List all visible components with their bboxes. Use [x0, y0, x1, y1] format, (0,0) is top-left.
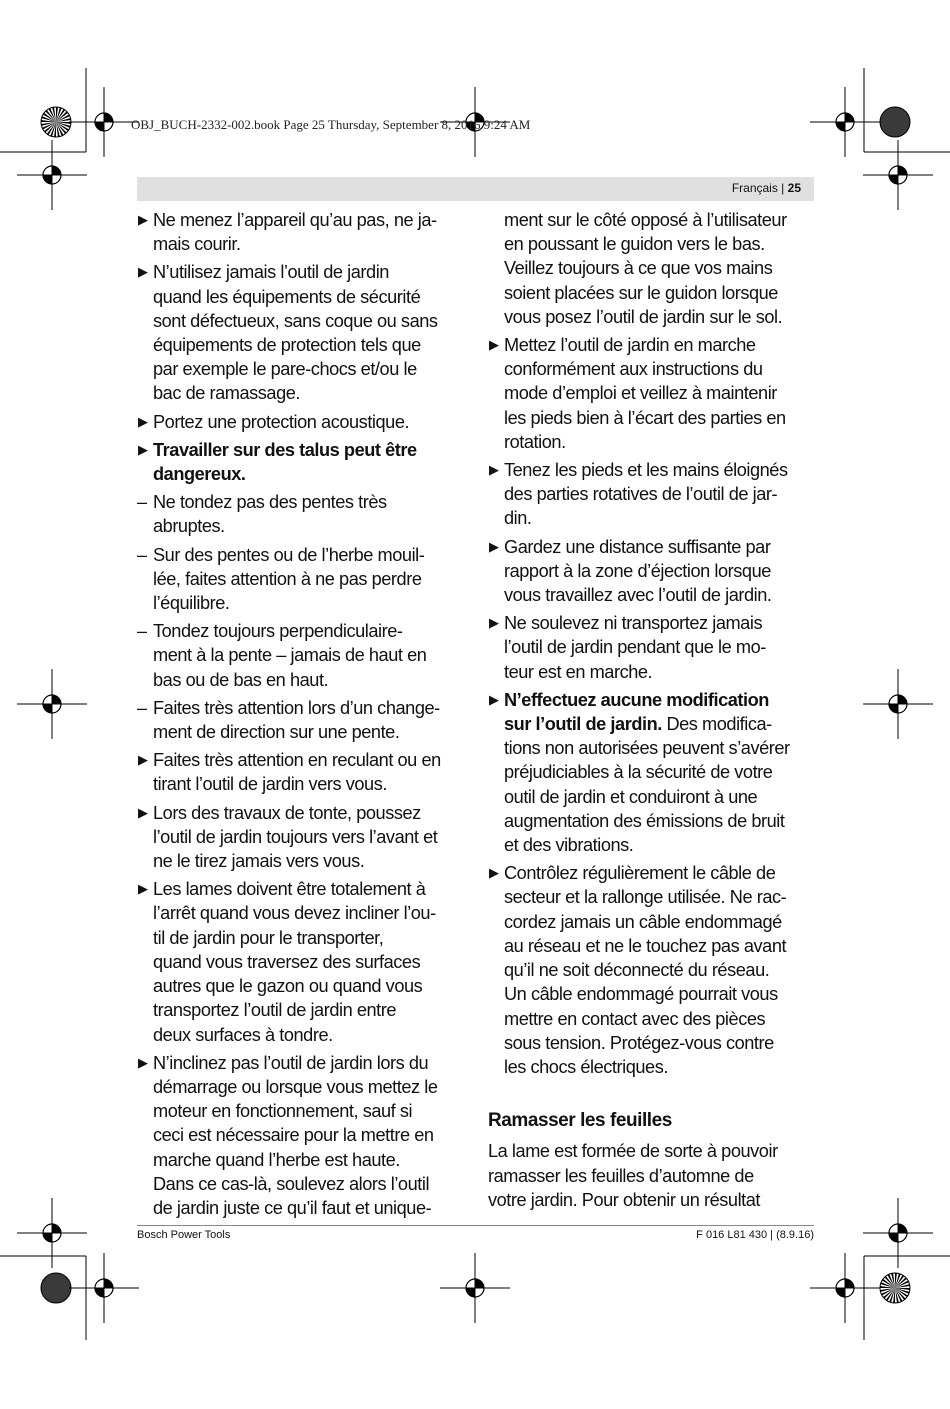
right-column-list	[488, 333, 814, 1079]
list-item	[488, 535, 814, 608]
bold-text: N’effectuez aucune modification sur l’outil de jardin.	[504, 689, 769, 735]
section-body: La lame est formée de sorte à pouvoir ramasser les feuilles d’automne de votre jardin. Pour obtenir un résultat	[488, 1141, 778, 1210]
list-item	[137, 619, 467, 692]
item-text: N’utilisez jamais l’outil de jardin quand les équipements de sécurité sont défectueux, sans coque ou sans équipements de protection tels que par exemple le pare-chocs et/ou le bac de ramassage.	[153, 262, 438, 404]
file-slug: OBJ_BUCH-2332-002.book Page 25 Thursday, September 8, 2016 9:24 AM	[131, 117, 531, 132]
left-column	[137, 208, 467, 1224]
dash-bullet: –	[137, 544, 147, 565]
list-item	[488, 458, 814, 531]
list-item	[137, 410, 467, 434]
starburst-mark-bottom-right	[880, 1273, 910, 1303]
list-item	[137, 260, 467, 405]
continued-paragraph: ment sur le côté opposé à l’utilisateur en poussant le guidon vers le bas. Veillez toujours à ce que vos mains soient placées sur le guidon lorsque vous posez l’outil de jardin sur le sol.	[504, 210, 787, 327]
triangle-bullet-icon: ▶	[489, 865, 499, 881]
triangle-bullet-icon: ▶	[489, 691, 499, 707]
list-item	[137, 1051, 467, 1220]
item-text: Sur des pentes ou de l’herbe mouil- lée, faites attention à ne pas perdre l’équilibre.	[153, 544, 425, 614]
item-text: Ne soulevez ni transportez jamais l’outil de jardin pendant que le mo- teur est en marche.	[504, 613, 766, 682]
crosshair-mark-top-right	[810, 87, 880, 157]
right-column	[488, 208, 814, 1212]
header-bar	[137, 177, 814, 201]
dash-bullet: –	[137, 697, 147, 718]
page-number: 25	[787, 181, 801, 195]
item-text: Ne tondez pas des pentes très abruptes.	[153, 492, 387, 537]
crosshair-mark-right-upper	[863, 140, 933, 210]
list-item	[137, 490, 467, 538]
crosshair-mark-top-left	[69, 87, 139, 157]
triangle-bullet-icon: ▶	[138, 413, 148, 429]
list-item	[137, 208, 467, 256]
item-text: Tenez les pieds et les mains éloignés des parties rotatives de l’outil de jar- din.	[504, 460, 788, 529]
crosshair-mark-right-lower	[863, 1198, 933, 1268]
crosshair-mark-bottom-center	[440, 1253, 510, 1323]
footer-brand: Bosch Power Tools	[137, 1229, 231, 1241]
crosshair-mark-left-lower	[17, 1198, 87, 1268]
solid-circle-mark-bottom-left	[41, 1273, 71, 1303]
item-text: Des modifica- tions non autorisées peuvent s’avérer préjudiciables à la sécurité de votre outil de jardin et conduiront à une augmentation des émissions de bruit et des vibrations.	[504, 714, 790, 856]
crosshair-mark-bottom-right	[810, 1253, 880, 1323]
triangle-bullet-icon: ▶	[489, 538, 499, 554]
list-item	[137, 696, 467, 744]
item-text: Faites très attention en reculant ou en tirant l’outil de jardin vers vous.	[153, 750, 441, 795]
header-language: Français	[731, 181, 778, 195]
triangle-bullet-icon: ▶	[138, 1054, 148, 1070]
starburst-mark-top-left	[41, 107, 71, 137]
dash-bullet: –	[137, 621, 147, 642]
list-item	[488, 333, 814, 454]
header-separator: |	[781, 181, 785, 195]
item-text: Lors des travaux de tonte, poussez l’outil de jardin toujours vers l’avant et ne le tirez jamais vers vous.	[153, 802, 438, 872]
triangle-bullet-icon: ▶	[138, 264, 148, 280]
section-heading: Ramasser les feuilles	[488, 1110, 672, 1132]
crosshair-mark-right-middle	[863, 669, 933, 739]
item-text: Portez une protection acoustique.	[153, 411, 410, 432]
list-item	[137, 877, 467, 1046]
triangle-bullet-icon: ▶	[138, 881, 148, 897]
solid-circle-mark-top-right	[880, 107, 910, 137]
list-item	[137, 748, 467, 796]
item-text: Tondez toujours perpendiculaire- ment à la pente – jamais de haut en bas ou de bas en haut.	[153, 621, 427, 690]
list-item	[488, 861, 814, 1079]
item-text: Ne menez l’appareil qu’au pas, ne ja- mais courir.	[153, 210, 437, 255]
list-item	[137, 801, 467, 874]
page-header	[732, 181, 801, 195]
item-text: Gardez une distance suffisante par rapport à la zone d’éjection lorsque vous travaillez avec l’outil de jardin.	[504, 536, 772, 606]
triangle-bullet-icon: ▶	[138, 804, 148, 820]
triangle-bullet-icon: ▶	[489, 615, 499, 631]
list-item	[488, 688, 814, 857]
triangle-bullet-icon: ▶	[138, 752, 148, 768]
triangle-bullet-icon: ▶	[489, 462, 499, 478]
crosshair-mark-left-upper	[17, 140, 87, 210]
footer-docnumber: F 016 L81 430 | (8.9.16)	[696, 1229, 814, 1241]
list-item	[137, 438, 467, 486]
list-item	[137, 543, 467, 616]
item-text: Mettez l’outil de jardin en marche conformément aux instructions du mode d’emploi et veillez à maintenir les pieds bien à l’écart des parties en rotation.	[504, 335, 786, 452]
list-item	[488, 611, 814, 684]
dash-bullet: –	[137, 492, 147, 513]
triangle-bullet-icon: ▶	[138, 212, 148, 227]
crosshair-mark-left-middle	[17, 669, 87, 739]
crosshair-mark-bottom-left	[69, 1253, 139, 1323]
footer-rule	[137, 1225, 814, 1226]
triangle-bullet-icon: ▶	[489, 337, 499, 353]
item-text: Les lames doivent être totalement à l’arrêt quand vous devez incliner l’ou- til de jardin pour le transporter, quand vous traversez des surfaces autres que le gazon ou quand vous transportez l’outil de jardin entre deux surfaces à tondre.	[153, 879, 436, 1045]
bold-text: Travailler sur des talus peut être dangereux.	[153, 439, 417, 485]
triangle-bullet-icon: ▶	[138, 441, 148, 457]
item-text: Faites très attention lors d’un change- ment de direction sur une pente.	[153, 697, 440, 743]
item-text: Contrôlez régulièrement le câble de secteur et la rallonge utilisée. Ne rac- cordez jamais un câble endommagé au réseau et ne le touchez pas avant qu’il ne soit déconnecté du réseau. Un câble endommagé pourrait vous mettre en contact avec des pièces sous tension. Protégez-vous contre les chocs électriques.	[504, 863, 787, 1077]
item-text: N’inclinez pas l’outil de jardin lors du démarrage ou lorsque vous mettez le moteur en fonctionnement, sauf si ceci est nécessaire pour la mettre en marche quand l’herbe est haute. Dans ce cas-là, soulevez alors l’outil de jardin juste ce qu’il faut et unique-	[153, 1052, 438, 1218]
